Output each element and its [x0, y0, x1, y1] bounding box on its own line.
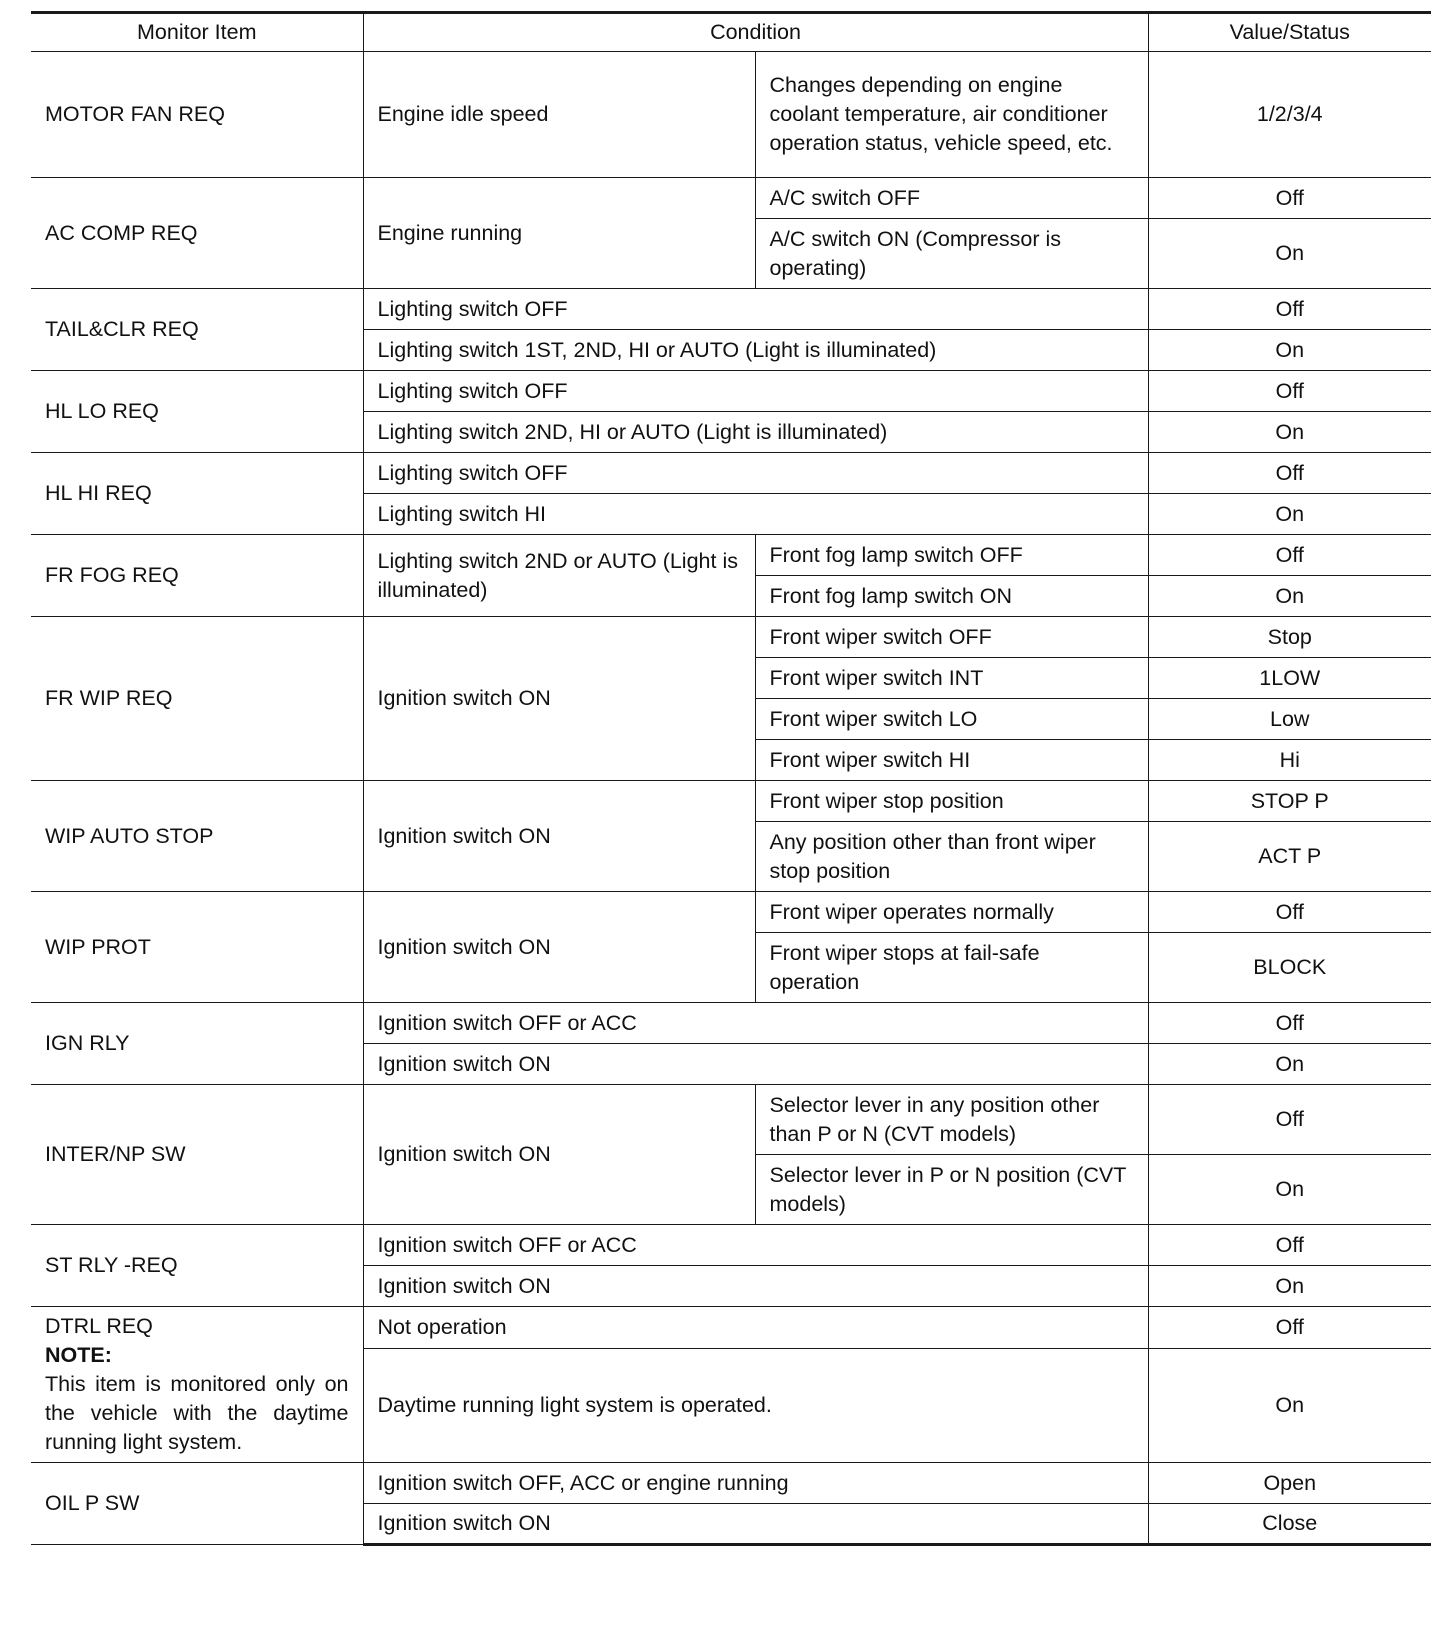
value-status: ACT P	[1148, 822, 1431, 892]
monitor-item: HL HI REQ	[31, 453, 363, 535]
sub-condition: A/C switch OFF	[755, 178, 1148, 219]
monitor-item: MOTOR FAN REQ	[31, 52, 363, 178]
value-status: Off	[1148, 453, 1431, 494]
value-status: On	[1148, 1155, 1431, 1225]
monitor-table	[31, 11, 1431, 1546]
table-row	[31, 1003, 1431, 1044]
condition: Ignition switch OFF, ACC or engine running	[363, 1463, 1148, 1504]
monitor-item: INTER/NP SW	[31, 1085, 363, 1225]
value-status: Off	[1148, 535, 1431, 576]
table-row	[31, 178, 1431, 219]
condition: Daytime running light system is operated.	[363, 1348, 1148, 1462]
condition: Lighting switch HI	[363, 494, 1148, 535]
table-row	[31, 892, 1431, 933]
value-status: Off	[1148, 1085, 1431, 1155]
value-status: Off	[1148, 1225, 1431, 1266]
table-row	[31, 535, 1431, 576]
monitor-item: AC COMP REQ	[31, 178, 363, 289]
value-status: Hi	[1148, 740, 1431, 781]
table-row	[31, 1085, 1431, 1155]
condition: Lighting switch OFF	[363, 289, 1148, 330]
monitor-item: FR WIP REQ	[31, 617, 363, 781]
table-row	[31, 1225, 1431, 1266]
value-status: On	[1148, 1348, 1431, 1462]
table-row	[31, 1463, 1431, 1504]
value-status: Low	[1148, 699, 1431, 740]
value-status: Off	[1148, 1003, 1431, 1044]
sub-condition: Front wiper stop position	[755, 781, 1148, 822]
sub-condition: Front fog lamp switch ON	[755, 576, 1148, 617]
monitor-item: DTRL REQ	[45, 1314, 153, 1338]
sub-condition: Front fog lamp switch OFF	[755, 535, 1148, 576]
sub-condition: Front wiper stops at fail-safe operation	[755, 933, 1148, 1003]
value-status: Close	[1148, 1504, 1431, 1545]
value-status: Off	[1148, 178, 1431, 219]
monitor-item: FR FOG REQ	[31, 535, 363, 617]
value-status: On	[1148, 330, 1431, 371]
condition: Lighting switch 2ND, HI or AUTO (Light is illuminated)	[363, 412, 1148, 453]
table-row	[31, 289, 1431, 330]
sub-condition: Front wiper switch INT	[755, 658, 1148, 699]
header-value-status: Value/Status	[1148, 13, 1431, 52]
monitor-item: TAIL&CLR REQ	[31, 289, 363, 371]
condition: Lighting switch 2ND or AUTO (Light is illuminated)	[363, 535, 755, 617]
condition: Ignition switch ON	[363, 1085, 755, 1225]
condition: Ignition switch ON	[363, 781, 755, 892]
value-status: Off	[1148, 892, 1431, 933]
condition: Engine running	[363, 178, 755, 289]
condition: Lighting switch OFF	[363, 371, 1148, 412]
value-status: On	[1148, 412, 1431, 453]
monitor-item: ST RLY -REQ	[31, 1225, 363, 1307]
condition: Ignition switch ON	[363, 892, 755, 1003]
value-status: On	[1148, 1044, 1431, 1085]
note-text: This item is monitored only on the vehicle with the daytime running light system.	[45, 1372, 349, 1454]
value-status: Open	[1148, 1463, 1431, 1504]
table-row	[31, 781, 1431, 822]
sub-condition: Front wiper switch HI	[755, 740, 1148, 781]
monitor-item: WIP PROT	[31, 892, 363, 1003]
table-row	[31, 1307, 1431, 1349]
condition: Engine idle speed	[363, 52, 755, 178]
value-status: Off	[1148, 371, 1431, 412]
value-status: BLOCK	[1148, 933, 1431, 1003]
condition: Ignition switch ON	[363, 617, 755, 781]
header-monitor-item: Monitor Item	[31, 13, 363, 52]
condition: Ignition switch ON	[363, 1044, 1148, 1085]
value-status: On	[1148, 219, 1431, 289]
sub-condition: Changes depending on engine coolant temperature, air conditioner operation status, vehicle speed, etc.	[755, 52, 1148, 178]
condition: Ignition switch ON	[363, 1266, 1148, 1307]
condition: Lighting switch 1ST, 2ND, HI or AUTO (Light is illuminated)	[363, 330, 1148, 371]
value-status: STOP P	[1148, 781, 1431, 822]
condition: Ignition switch OFF or ACC	[363, 1003, 1148, 1044]
monitor-item: HL LO REQ	[31, 371, 363, 453]
monitor-item: WIP AUTO STOP	[31, 781, 363, 892]
value-status: 1/2/3/4	[1148, 52, 1431, 178]
sub-condition: A/C switch ON (Compressor is operating)	[755, 219, 1148, 289]
monitor-item: IGN RLY	[31, 1003, 363, 1085]
value-status: Off	[1148, 1307, 1431, 1349]
value-status: On	[1148, 494, 1431, 535]
table-row	[31, 617, 1431, 658]
value-status: Off	[1148, 289, 1431, 330]
monitor-item: OIL P SW	[31, 1463, 363, 1545]
condition: Ignition switch OFF or ACC	[363, 1225, 1148, 1266]
value-status: Stop	[1148, 617, 1431, 658]
table-row	[31, 453, 1431, 494]
condition: Ignition switch ON	[363, 1504, 1148, 1545]
header-row	[31, 13, 1431, 52]
value-status: On	[1148, 1266, 1431, 1307]
value-status: 1LOW	[1148, 658, 1431, 699]
note-label: NOTE:	[45, 1343, 112, 1367]
value-status: On	[1148, 576, 1431, 617]
sub-condition: Front wiper switch OFF	[755, 617, 1148, 658]
condition: Lighting switch OFF	[363, 453, 1148, 494]
sub-condition: Selector lever in P or N position (CVT models)	[755, 1155, 1148, 1225]
sub-condition: Front wiper operates normally	[755, 892, 1148, 933]
table-row	[31, 52, 1431, 178]
sub-condition: Any position other than front wiper stop position	[755, 822, 1148, 892]
sub-condition: Selector lever in any position other than P or N (CVT models)	[755, 1085, 1148, 1155]
header-condition: Condition	[363, 13, 1148, 52]
table-row	[31, 371, 1431, 412]
monitor-item-with-note	[31, 1307, 363, 1463]
condition: Not operation	[363, 1307, 1148, 1349]
sub-condition: Front wiper switch LO	[755, 699, 1148, 740]
monitor-table-page	[31, 11, 1431, 1546]
